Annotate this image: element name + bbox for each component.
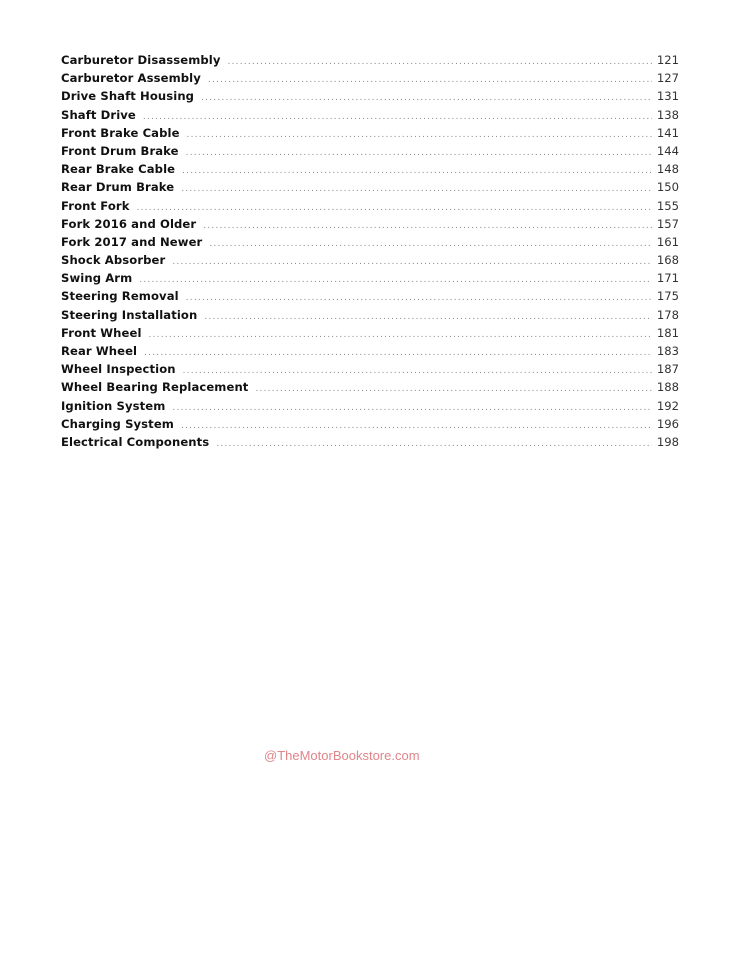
toc-entry[interactable] xyxy=(61,87,679,105)
toc-entry[interactable] xyxy=(61,397,679,415)
toc-leader-dots xyxy=(255,380,652,398)
toc-entry[interactable] xyxy=(61,233,679,251)
toc-leader-dots xyxy=(139,271,652,289)
toc-entry-title: Rear Brake Cable xyxy=(61,162,176,177)
toc-entry-page: 121 xyxy=(656,53,679,67)
toc-leader-dots xyxy=(204,308,652,326)
toc-entry-page: 178 xyxy=(656,307,679,322)
toc-entry[interactable] xyxy=(61,124,679,142)
toc-entry-title: Front Wheel xyxy=(61,325,142,340)
toc-entry-page: 196 xyxy=(656,416,679,431)
toc-entry-page: 161 xyxy=(656,234,679,249)
toc-entry-title: Steering Removal xyxy=(61,289,179,304)
toc-entry-page: 181 xyxy=(656,325,679,340)
toc-entry-title: Drive Shaft Housing xyxy=(61,89,195,104)
toc-entry[interactable] xyxy=(61,433,679,451)
toc-entry[interactable] xyxy=(61,197,679,215)
toc-entry-title: Swing Arm xyxy=(61,271,133,286)
toc-entry-page: 138 xyxy=(656,107,679,122)
toc-entry-page: 148 xyxy=(656,162,679,177)
toc-entry-title: Electrical Components xyxy=(61,434,210,449)
toc-leader-dots xyxy=(186,144,652,162)
toc-leader-dots xyxy=(187,126,652,144)
toc-entry-page: 192 xyxy=(656,398,679,413)
toc-entry[interactable] xyxy=(61,415,679,433)
toc-entry[interactable] xyxy=(61,269,679,287)
toc-leader-dots xyxy=(172,253,652,271)
toc-entry-title: Wheel Inspection xyxy=(61,362,176,377)
toc-entry[interactable] xyxy=(61,342,679,360)
toc-entry-title: Front Fork xyxy=(61,198,130,213)
toc-leader-dots xyxy=(209,235,652,253)
toc-entry-title: Front Drum Brake xyxy=(61,143,179,158)
watermark-text: @TheMotorBookstore.com xyxy=(264,748,420,763)
toc-leader-dots xyxy=(143,108,652,126)
toc-entry[interactable] xyxy=(61,215,679,233)
toc-entry[interactable] xyxy=(61,360,679,378)
toc-entry-page: 187 xyxy=(656,362,679,377)
toc-entry[interactable] xyxy=(61,106,679,124)
table-of-contents xyxy=(61,51,679,451)
toc-entry-page: 144 xyxy=(656,143,679,158)
toc-entry-title: Charging System xyxy=(61,416,174,431)
toc-entry-page: 175 xyxy=(656,289,679,304)
toc-leader-dots xyxy=(208,71,652,89)
toc-entry-title: Shock Absorber xyxy=(61,253,166,268)
toc-leader-dots xyxy=(144,344,652,362)
toc-entry-page: 150 xyxy=(656,180,679,195)
toc-entry[interactable] xyxy=(61,178,679,196)
toc-entry-page: 131 xyxy=(656,89,679,104)
toc-entry-title: Front Brake Cable xyxy=(61,125,180,140)
toc-entry-page: 171 xyxy=(656,271,679,286)
toc-leader-dots xyxy=(203,217,652,235)
toc-entry-page: 183 xyxy=(656,344,679,358)
toc-leader-dots xyxy=(181,180,652,198)
toc-leader-dots xyxy=(183,362,652,380)
toc-leader-dots xyxy=(137,199,652,217)
toc-entry-page: 168 xyxy=(656,253,679,268)
toc-entry-title: Wheel Bearing Replacement xyxy=(61,380,249,395)
toc-leader-dots xyxy=(149,326,652,344)
toc-entry[interactable] xyxy=(61,251,679,269)
toc-entry[interactable] xyxy=(61,160,679,178)
toc-entry-title: Rear Wheel xyxy=(61,344,138,358)
toc-leader-dots xyxy=(182,162,652,180)
toc-entry-page: 141 xyxy=(656,125,679,140)
toc-entry-page: 188 xyxy=(656,380,679,395)
toc-entry-title: Steering Installation xyxy=(61,307,198,322)
toc-entry-page: 155 xyxy=(656,198,679,213)
toc-entry-title: Ignition System xyxy=(61,398,166,413)
toc-leader-dots xyxy=(186,289,652,307)
toc-entry[interactable] xyxy=(61,287,679,305)
toc-entry-title: Fork 2017 and Newer xyxy=(61,234,203,249)
toc-entry[interactable] xyxy=(61,142,679,160)
toc-leader-dots xyxy=(216,435,652,453)
toc-leader-dots xyxy=(172,399,652,417)
toc-entry-title: Carburetor Assembly xyxy=(61,71,201,86)
toc-leader-dots xyxy=(228,53,652,71)
toc-entry-title: Shaft Drive xyxy=(61,107,136,122)
toc-entry-title: Fork 2016 and Older xyxy=(61,216,197,231)
toc-entry[interactable] xyxy=(61,69,679,87)
toc-leader-dots xyxy=(201,89,652,107)
toc-entry[interactable] xyxy=(61,324,679,342)
toc-entry-title: Rear Drum Brake xyxy=(61,180,175,195)
toc-entry[interactable] xyxy=(61,306,679,324)
toc-entry-page: 157 xyxy=(656,216,679,231)
toc-entry[interactable] xyxy=(61,51,679,69)
toc-leader-dots xyxy=(181,417,652,435)
toc-entry-title: Carburetor Disassembly xyxy=(61,53,221,67)
toc-entry-page: 127 xyxy=(656,71,679,86)
toc-entry-page: 198 xyxy=(656,434,679,449)
toc-entry[interactable] xyxy=(61,378,679,396)
